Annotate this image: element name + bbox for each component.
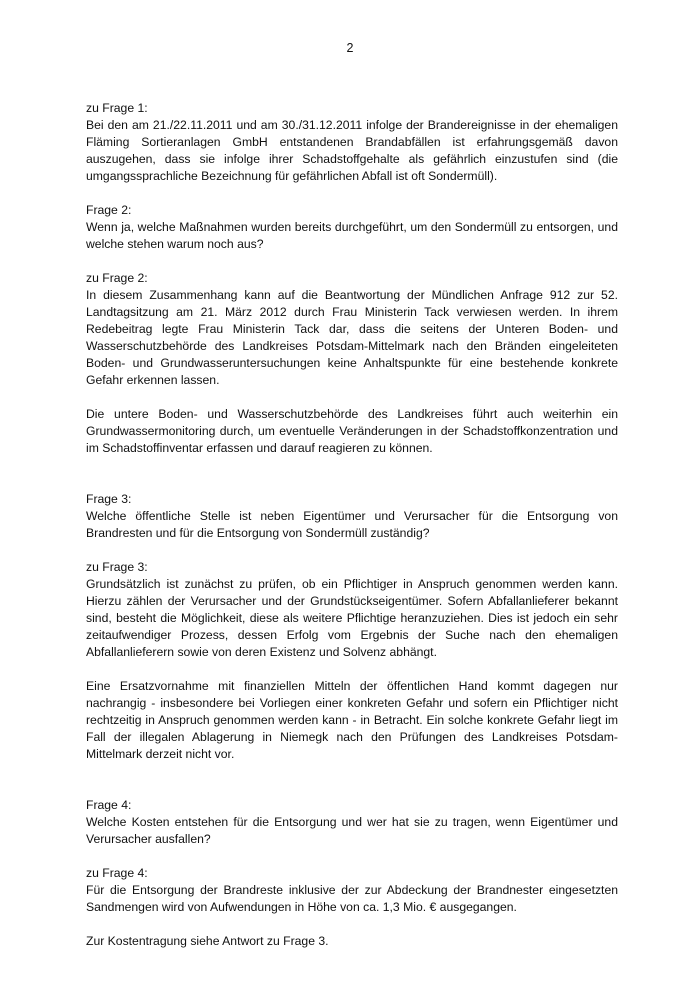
answer-3-text-1: Grundsätzlich ist zunächst zu prüfen, ob ein Pflichtiger in Anspruch genommen werden kann. Hierzu zählen der Verursacher und der Grundstückseigentümer. Sofern Abfallanlieferer bekannt sind, besteht die Möglichkeit, diese als weitere Pflichtige heranzuziehen. Dies ist jedoch ein sehr zeitaufwendiger Prozess, dessen Erfolg vom Ergebnis der Suche nach den ehemaligen Abfallanlieferern sowie von deren Existenz und Solvenz abhängt. [86, 577, 618, 659]
question-4-text: Welche Kosten entstehen für die Entsorgung und wer hat sie zu tragen, wenn Eigentümer und Verursacher ausfallen? [86, 815, 618, 846]
answer-2-label: zu Frage 2: [86, 271, 148, 285]
question-2-text: Wenn ja, welche Maßnahmen wurden bereits durchgeführt, um den Sondermüll zu entsorgen, und welche stehen warum noch aus? [86, 220, 618, 251]
answer-3-text-2: Eine Ersatzvornahme mit finanziellen Mitteln der öffentlichen Hand kommt dagegen nur nachrangig - insbesondere bei Vorliegen einer konkreten Gefahr und sofern ein Pflichtiger nicht rechtzeitig in Anspruch genommen werden kann - in Betracht. Ein solche konkrete Gefahr liegt im Fall der illegalen Ablagerung in Niemegk nach den Prüfungen des Landkreises Potsdam-Mittelmark derzeit nicht vor. [86, 679, 618, 761]
question-3-text: Welche öffentliche Stelle ist neben Eigentümer und Verursacher für die Entsorgung von Brandresten und für die Entsorgung von Sondermüll zuständig? [86, 509, 618, 540]
document-body [86, 100, 618, 950]
answer-4 [86, 865, 618, 950]
answer-4-text-1: Für die Entsorgung der Brandreste inklusive der zur Abdeckung der Brandnester eingesetzten Sandmengen wird von Aufwendungen in Höhe von ca. 1,3 Mio. € ausgegangen. [86, 883, 618, 914]
question-2 [86, 202, 618, 253]
answer-4-text-2: Zur Kostentragung siehe Antwort zu Frage 3. [86, 934, 329, 948]
answer-3 [86, 559, 618, 763]
question-4-label: Frage 4: [86, 798, 132, 812]
question-2-label: Frage 2: [86, 203, 132, 217]
answer-1 [86, 100, 618, 185]
answer-2-text-1: In diesem Zusammenhang kann auf die Beantwortung der Mündlichen Anfrage 912 zur 52. Landtagsitzung am 21. März 2012 durch Frau Ministerin Tack verwiesen werden. In ihrem Redebeitrag legte Frau Ministerin Tack dar, dass die seitens der Unteren Boden- und Wasserschutzbehörde des Landkreises Potsdam-Mittelmark nach den Bränden eingeleiteten Boden- und Grundwasseruntersuchungen keine Anhaltspunkte für eine bestehende konkrete Gefahr erkennen lassen. [86, 288, 618, 387]
answer-3-label: zu Frage 3: [86, 560, 148, 574]
question-4 [86, 797, 618, 848]
answer-1-text: Bei den am 21./22.11.2011 und am 30./31.12.2011 infolge der Brandereignisse in der ehemaligen Fläming Sortieranlagen GmbH entstandenen Brandabfällen ist erfahrungsgemäß davon auszugehen, dass sie infolge ihrer Schadstoffgehalte als gefährlich einzustufen sind (die umgangssprachliche Bezeichnung für gefährlichen Abfall ist oft Sondermüll). [86, 118, 618, 183]
page-number: 2 [346, 41, 354, 55]
question-3-label: Frage 3: [86, 492, 132, 506]
answer-4-label: zu Frage 4: [86, 866, 148, 880]
answer-2-text-2: Die untere Boden- und Wasserschutzbehörde des Landkreises führt auch weiterhin ein Grundwassermonitoring durch, um eventuelle Veränderungen in der Schadstoffkonzentration und im Schadstoffinventar erfassen und darauf reagieren zu können. [86, 407, 618, 455]
answer-1-label: zu Frage 1: [86, 101, 148, 115]
question-3 [86, 491, 618, 542]
answer-2 [86, 270, 618, 457]
